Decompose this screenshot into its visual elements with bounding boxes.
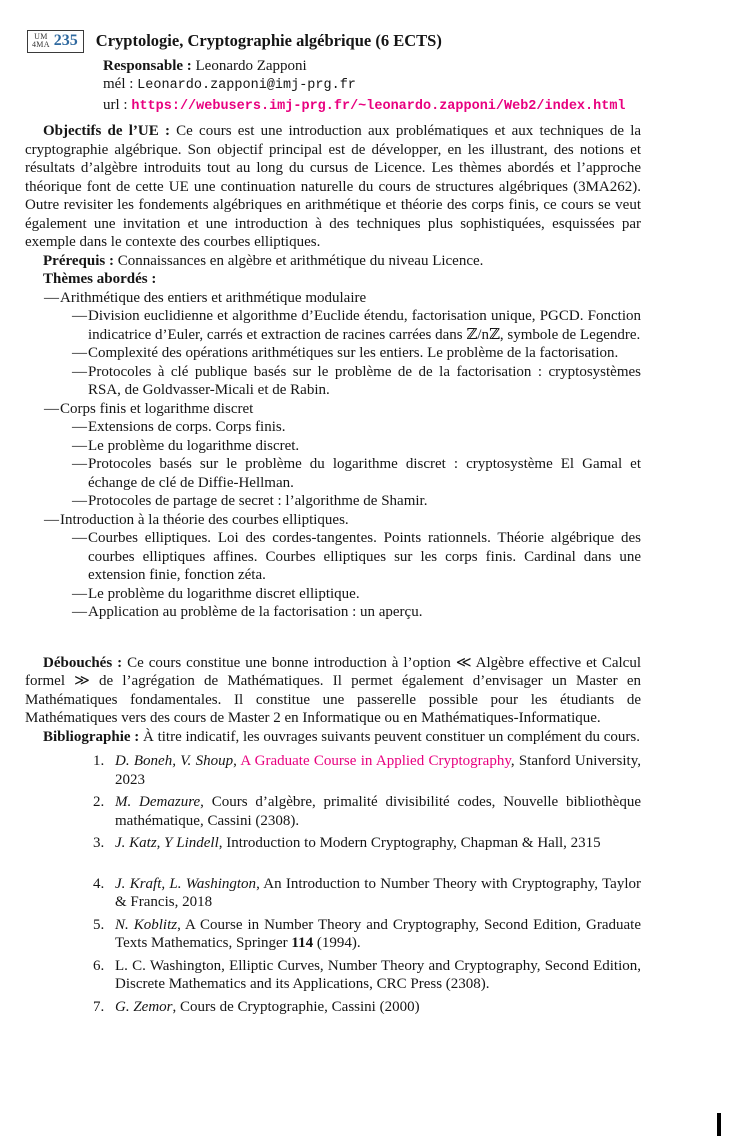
email-value: Leonardo.zapponi@imj-prg.fr: [137, 78, 356, 93]
dash-marker: —: [44, 289, 59, 306]
debouches-text: Ce cours constitue une bonne introduction à l’option ≪ Algèbre effective et Calcul formel ≫ de l’agrégation de Mathématiques. Il permet également d’envisager un Master en Mathématiques fondamentales. Il constitue une passerelle possible pour les étudiants de Mathématiques vers des cours de Master 2 en Informatique ou en Mathématiques-Informatique.: [25, 654, 642, 726]
course-code-line2: 4MA: [32, 40, 50, 50]
bibliography-item-number: 2.: [93, 794, 105, 810]
course-code-line1: UM: [34, 31, 48, 41]
dash-marker: —: [44, 400, 59, 417]
responsable-value: Leonardo Zapponi: [195, 57, 307, 74]
bibliography-link[interactable]: A Graduate Course in Applied Cryptography: [240, 753, 511, 769]
url-line: [103, 96, 641, 117]
bibliographie-text: À titre indicatif, les ouvrages suivants peuvent constituer un complément du cours.: [143, 728, 640, 745]
bibliography-item-text: N. Koblitz: [115, 916, 178, 933]
bibliography-item-text: , Introduction to Modern Cryptography, Chapman & Hall, 2315: [218, 835, 601, 851]
dash-marker: —: [72, 530, 87, 546]
contact-block: [103, 57, 641, 117]
bibliography-item-number: 7.: [93, 998, 105, 1015]
bibliography-item-number: 1.: [93, 753, 105, 769]
theme-subitem: [25, 437, 641, 456]
email-label: mél :: [103, 76, 134, 92]
theme-item-text: Arithmétique des entiers et arithmétique modulaire: [60, 289, 367, 306]
theme-item: [25, 289, 641, 308]
bibliography-item-text: J. Kraft, L. Washington: [115, 875, 257, 892]
bibliography-item-text: M. Demazure: [115, 794, 201, 810]
page-content: [25, 30, 641, 1016]
bibliography-item-text: D. Boneh, V. Shoup: [115, 753, 234, 769]
bibliography-item-text: , A Course in Number Theory and Cryptography, Second Edition, Graduate Texts Mathematics, Springer: [115, 916, 641, 951]
course-title: Cryptologie, Cryptographie algébrique (6 ECTS): [95, 31, 442, 51]
dash-marker: —: [72, 363, 87, 380]
bibliography-item: [25, 916, 641, 953]
bibliography-list: [25, 752, 641, 1016]
bibliography-item-text: G. Zemor: [115, 998, 173, 1015]
course-code-prefix: [32, 33, 50, 50]
theme-subitem: [25, 492, 641, 511]
theme-subitem-text: Complexité des opérations arithmétiques sur les entiers. Le problème de la factorisation.: [88, 345, 619, 361]
url-label: url :: [103, 96, 128, 113]
theme-subitem-text: Application au problème de la factorisation : un aperçu.: [88, 604, 423, 620]
responsable-line: [103, 57, 641, 76]
debouches-label: Débouchés :: [43, 654, 123, 671]
theme-subitem: [25, 455, 641, 492]
theme-subitem: [25, 307, 641, 344]
theme-subitem-text: Protocoles de partage de secret : l’algorithme de Shamir.: [88, 493, 428, 509]
dash-marker: —: [72, 585, 87, 602]
dash-marker: —: [72, 308, 87, 324]
prerequis-label: Prérequis :: [43, 252, 114, 269]
dash-marker: —: [72, 345, 87, 361]
bibliography-item-text: (1994).: [313, 935, 361, 951]
bibliography-item-text: , Cours de Cryptographie, Cassini (2000): [172, 998, 420, 1015]
bibliography-item-number: 3.: [93, 835, 105, 851]
bibliography-item-text: , Cours d’algèbre, primalité divisibilité codes, Nouvelle bibliothèque mathématique, Cassini (2308).: [115, 794, 641, 829]
course-number: 235: [53, 32, 78, 49]
course-header: [25, 30, 641, 53]
bibliographie-paragraph: [25, 728, 641, 747]
theme-item-text: Corps finis et logarithme discret: [60, 400, 254, 417]
dash-marker: —: [72, 604, 87, 620]
bibliography-item-text: L. C. Washington, Elliptic Curves, Number Theory and Cryptography, Second Edition, Discrete Mathematics and its Applications, CRC Press (2308).: [115, 957, 641, 992]
bibliography-item: [25, 998, 641, 1017]
theme-subitem-text: Protocoles à clé publique basés sur le problème de de la factorisation : cryptosystèmes RSA, de Goldvasser-Micali et de Rabin.: [88, 363, 641, 398]
objectifs-text: Ce cours est une introduction aux problématiques et aux techniques de la cryptographie algébrique. Son objectif principal est de développer, en les illustrant, des notions et résultats d’algèbre introduits tout au long du cursus de Licence. Les thèmes abordés et l’approche théorique font de cette UE une continuation naturelle du cours de structures algébriques (3MA262). Outre revisiter les fondements algébriques en arithmétique et théorie des corps finis, ce cours se veut également une invitation et une introduction à des techniques plus sophistiquées, esquissées par exemple dans le contexte des courbes elliptiques.: [25, 123, 642, 250]
prerequis-text: Connaissances en algèbre et arithmétique du niveau Licence.: [117, 252, 484, 269]
theme-subitem-text: Protocoles basés sur le problème du logarithme discret : cryptosystème El Gamal et échange de clé de Diffie-Hellman.: [88, 456, 641, 491]
course-code-badge: [27, 30, 84, 53]
theme-subitem: [25, 344, 641, 363]
bibliography-item: [25, 957, 641, 994]
theme-subitem: [25, 585, 641, 604]
email-line: [103, 75, 641, 96]
objectifs-label: Objectifs de l’UE :: [43, 123, 170, 139]
dash-marker: —: [72, 456, 87, 472]
themes-list: [25, 289, 641, 622]
dash-marker: —: [72, 437, 87, 454]
theme-subitem: [25, 363, 641, 400]
theme-subitem-text: Le problème du logarithme discret elliptique.: [88, 585, 360, 602]
dash-marker: —: [44, 511, 59, 528]
bibliography-item-text: , An Introduction to Number Theory with Cryptography, Taylor & Francis, 2018: [115, 875, 641, 910]
text-cursor: [717, 1113, 721, 1136]
themes-label: Thèmes abordés :: [43, 271, 157, 287]
bibliography-item-text: J. Katz, Y Lindell: [115, 835, 219, 851]
bibliography-item-number: 6.: [93, 957, 105, 974]
bibliographie-label: Bibliographie :: [43, 728, 140, 745]
themes-heading: [25, 270, 641, 289]
objectifs-paragraph: [25, 122, 641, 252]
bibliography-item: [25, 875, 641, 912]
theme-item: [25, 400, 641, 419]
bibliography-item-number: 4.: [93, 875, 105, 892]
bibliography-item-text: , Stanford University, 2023: [115, 753, 641, 788]
debouches-paragraph: [25, 654, 641, 728]
theme-subitem: [25, 603, 641, 622]
dash-marker: —: [72, 493, 87, 509]
dash-marker: —: [72, 419, 87, 435]
bibliography-item-text: 114: [291, 935, 314, 951]
theme-subitem-text: Division euclidienne et algorithme d’Euclide étendu, factorisation unique, PGCD. Fonction indicatrice d’Euler, carrés et extraction de racines carrées dans ℤ/nℤ, symbole de Legendre.: [88, 308, 641, 343]
bibliography-item: [25, 834, 641, 853]
theme-item-text: Introduction à la théorie des courbes elliptiques.: [60, 511, 349, 528]
theme-subitem-text: Le problème du logarithme discret.: [88, 437, 300, 454]
bibliography-item-number: 5.: [93, 916, 105, 933]
theme-subitem: [25, 418, 641, 437]
bibliography-item: [25, 793, 641, 830]
bibliography-item-text: ,: [233, 753, 241, 769]
theme-item: [25, 511, 641, 530]
bibliography-item: [25, 752, 641, 789]
prerequis-paragraph: [25, 252, 641, 271]
theme-subitem: [25, 529, 641, 585]
theme-subitem-text: Courbes elliptiques. Loi des cordes-tangentes. Points rationnels. Théorie algébrique des courbes elliptiques affines. Courbes elliptiques sur les corps finis. Cardinal dans une extension finie, fonction zéta.: [88, 530, 641, 583]
course-url-link[interactable]: https://webusers.imj-prg.fr/~leonardo.zapponi/Web2/index.html: [131, 98, 626, 114]
responsable-label: Responsable :: [103, 57, 192, 74]
theme-subitem-text: Extensions de corps. Corps finis.: [88, 419, 286, 435]
